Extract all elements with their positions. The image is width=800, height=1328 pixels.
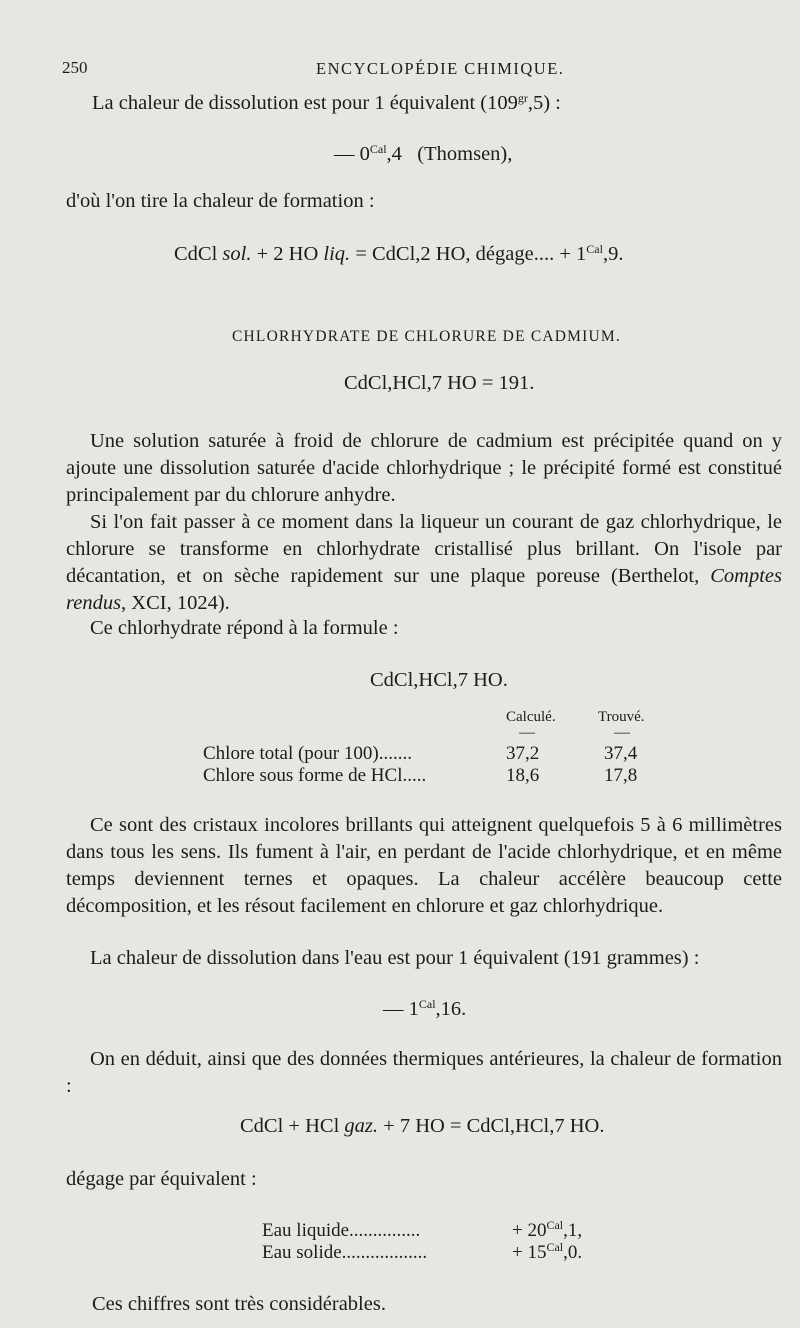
row-1-found: 37,4 <box>604 743 638 764</box>
citation-ref: , XCI, 1024). <box>121 592 230 614</box>
paragraph-4 <box>66 1046 782 1100</box>
row-1-calc: 37,2 <box>506 743 540 764</box>
result-unit: Cal <box>546 1218 564 1232</box>
result-sign: + 15 <box>512 1242 547 1263</box>
result-label: Eau solide.................. <box>262 1242 428 1263</box>
result-row <box>262 1242 427 1264</box>
paragraph-1 <box>66 428 782 509</box>
equation-thomsen <box>334 143 512 166</box>
degage-line: dégage par équivalent : <box>66 1168 257 1190</box>
intro-text-end: ,5) : <box>527 92 561 114</box>
eq2-value: ,9. <box>602 243 624 265</box>
eq2-state1: sol. <box>222 243 252 265</box>
eq3-value: ,16. <box>435 998 467 1020</box>
equation-dissolution <box>383 998 466 1021</box>
table-row <box>203 765 426 787</box>
eq4-state: gaz. <box>344 1115 379 1137</box>
paragraph-3-text: Ce sont des cristaux incolores brillants qui atteignent quelquefois 5 à 6 millimètres dans tous les sens. Ils fument à l'air, en perdant de l'acide chlorhydrique, et en même temps deviennent ternes et opaques. La chaleur accélère beaucoup cette décomposition, et les résout facilement en chlorure et gaz chlorhydrique. <box>66 814 782 917</box>
result-value: ,0. <box>563 1242 583 1263</box>
citation-journal: Comptes rendus <box>66 565 782 614</box>
eq2-part1: CdCl <box>174 243 218 265</box>
eq2-unit: Cal <box>586 242 603 256</box>
result-unit: Cal <box>546 1240 564 1254</box>
eq2-part3: = CdCl,2 HO, dégage.... + 1 <box>355 243 587 265</box>
header-trouve: Trouvé. <box>598 709 645 725</box>
section-formula: CdCl,HCl,7 HO = 191. <box>344 372 535 394</box>
header-calcule: Calculé. <box>506 709 556 725</box>
eq1-source: (Thomsen), <box>417 143 513 165</box>
result-sign: + 20 <box>512 1220 547 1241</box>
unit-gr: gr <box>517 91 528 105</box>
result-label: Eau liquide............... <box>262 1220 421 1241</box>
formula-2: CdCl,HCl,7 HO. <box>370 669 508 691</box>
intro-text: La chaleur de dissolution est pour 1 équivalent (109 <box>92 92 518 114</box>
result-value-2 <box>512 1242 582 1264</box>
paragraph-1-text: Une solution saturée à froid de chlorure de cadmium est précipitée quand on y ajoute une dissolution saturée d'acide chlorhydrique ; le précipité formé est constitué principalement par du chlorure anhydre. <box>66 430 782 506</box>
running-title: ENCYCLOPÉDIE CHIMIQUE. <box>316 59 565 78</box>
paragraph-2 <box>66 509 782 617</box>
formula-intro-line: Ce chlorhydrate répond à la formule : <box>90 617 399 639</box>
result-value: ,1, <box>563 1220 583 1241</box>
row-label: Chlore sous forme de HCl..... <box>203 765 427 786</box>
table-row <box>203 743 412 765</box>
result-value-1 <box>512 1220 582 1242</box>
dash-trouve: — <box>614 724 630 741</box>
eq1-value: ,4 <box>386 143 402 165</box>
paragraph-3 <box>66 812 782 920</box>
eq3-unit: Cal <box>418 997 436 1011</box>
row-2-calc: 18,6 <box>506 765 540 786</box>
equation-formation <box>174 243 623 266</box>
formation-line: d'où l'on tire la chaleur de formation : <box>66 190 375 212</box>
equation-hcl <box>240 1115 604 1138</box>
dash-calcule: — <box>519 724 535 741</box>
intro-line <box>92 92 561 115</box>
eq4-part2: + 7 HO = CdCl,HCl,7 HO. <box>383 1115 605 1137</box>
eq2-part2: + 2 HO <box>256 243 319 265</box>
paragraph-4-text: On en déduit, ainsi que des données thermiques antérieures, la chaleur de formation : <box>66 1048 782 1097</box>
result-row <box>262 1220 420 1242</box>
row-2-found: 17,8 <box>604 765 638 786</box>
dissolution-line: La chaleur de dissolution dans l'eau est pour 1 équivalent (191 grammes) : <box>90 947 700 969</box>
eq1-prefix: — 0 <box>334 143 370 165</box>
eq1-unit: Cal <box>369 142 387 156</box>
closing-line: Ces chiffres sont très considérables. <box>92 1293 386 1315</box>
row-label: Chlore total (pour 100)....... <box>203 743 412 764</box>
eq3-prefix: — 1 <box>383 998 419 1020</box>
eq2-state2: liq. <box>323 243 351 265</box>
eq4-part1: CdCl + HCl <box>240 1115 340 1137</box>
paragraph-2-text: Si l'on fait passer à ce moment dans la liqueur un courant de gaz chlorhydrique, le chlorure se transforme en chlorhydrate cristallisé plus brillant. On l'isole par décantation, et on sèche rapidement sur une plaque poreuse (Berthelot, <box>66 511 782 587</box>
page-number: 250 <box>62 58 88 77</box>
section-title: CHLORHYDRATE DE CHLORURE DE CADMIUM. <box>232 328 621 345</box>
